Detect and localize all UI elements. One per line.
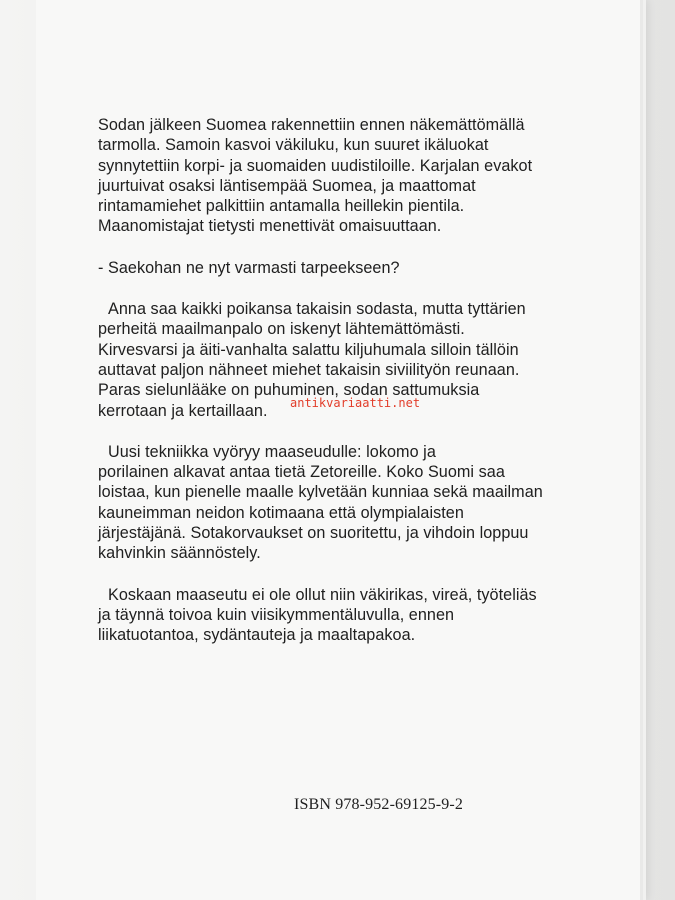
isbn-number: ISBN 978-952-69125-9-2 (294, 796, 464, 813)
watermark-text: antikvariaatti.net (290, 396, 421, 410)
blurb-quote-line: - Saekohan ne nyt varmasti tarpeekseen? (98, 258, 400, 277)
blurb-paragraph-2: Anna saa kaikki poikansa takaisin sodasta, mutta tyttärien perheitä maailmanpalo on iskenyt lähtemättömästi. Kirvesvarsi ja äiti-vanhalta salattu kiljuhumala silloin tällöin auttavat paljon nähneet miehet takaisin siviilityön reunaan. Paras sielunlääke on puhuminen, sodan sattumuksia kerrotaan ja kertaillaan. (98, 300, 526, 420)
blurb-paragraph-4: Koskaan maaseutu ei ole ollut niin väkirikas, vireä, työteliäs ja täynnä toivoa kuin viisikymmentäluvulla, ennen liikatuotantoa, sydäntauteja ja maaltapakoa. (98, 585, 537, 645)
blurb-paragraph-3: Uusi tekniikka vyöryy maaseudulle: lokomo ja porilainen alkavat antaa tietä Zetoreille. Koko Suomi saa loistaa, kun pienelle maalle kylvetään kunniaa sekä maailman kauneimman neidon kotimaana että olympialaisten järjestäjänä. Sotakorvaukset on suoritettu, ja vihdoin loppuu kahvinkin säännöstely. (98, 442, 543, 563)
blurb-text (98, 115, 578, 667)
blurb-paragraph-1: Sodan jälkeen Suomea rakennettiin ennen näkemättömällä tarmolla. Samoin kasvoi väkiluku, kun suuret ikäluokat synnytettiin korpi- ja suomaiden uudistiloille. Karjalan evakot juurtuivat osaksi läntisempää Suomea, ja maattomat rintamamiehet palkittiin antamalla heillekin pientila. Maanomistajat tietysti menettivät omaisuuttaan. (98, 116, 533, 236)
book-back-cover (36, 0, 640, 900)
